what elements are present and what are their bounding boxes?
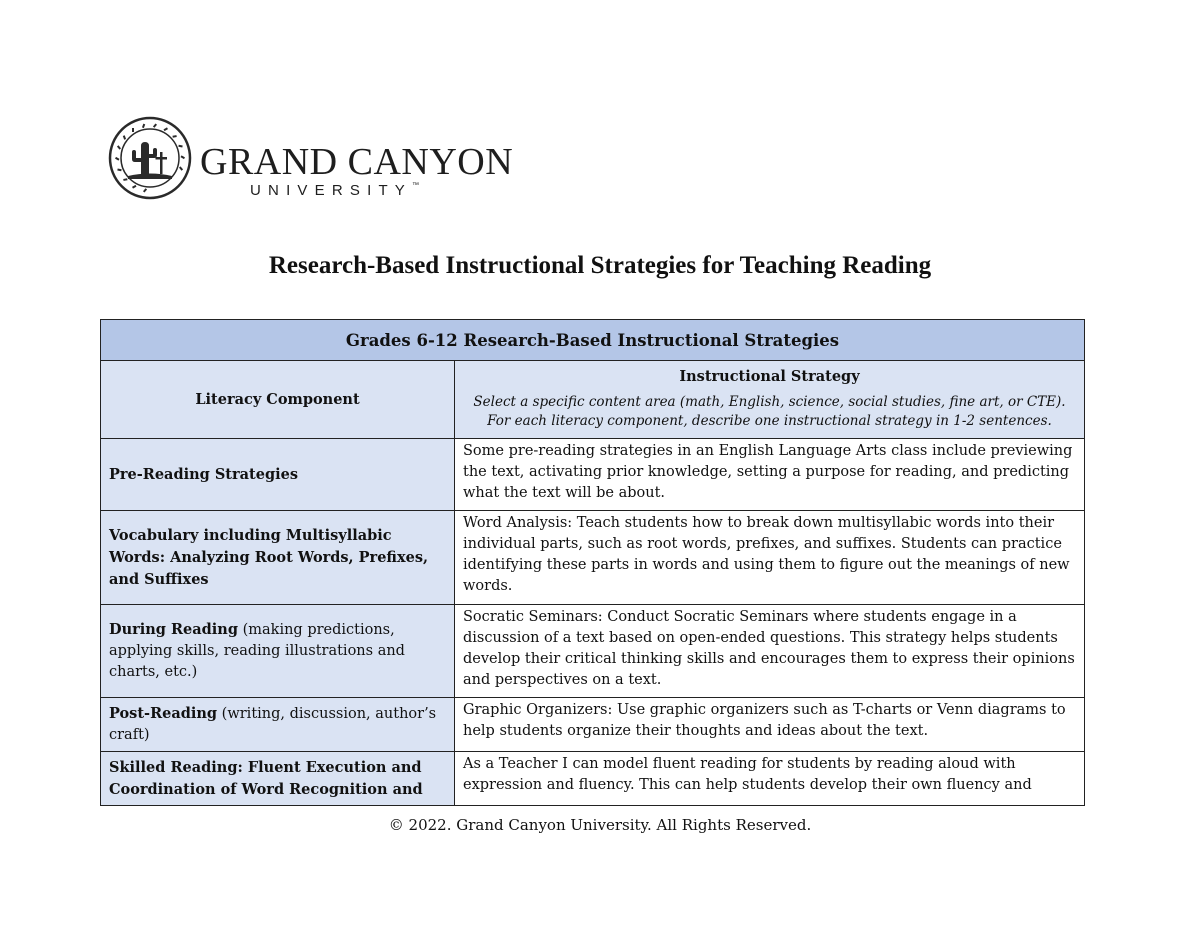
university-seal-icon: [108, 116, 192, 200]
copyright-footer: © 2022. Grand Canyon University. All Rights Reserved.: [388, 816, 812, 834]
table-row: [101, 605, 1085, 698]
component-detail: (making predictions, applying skills, reading illustrations and charts, etc.): [109, 622, 405, 680]
column-header-strategy-note: Select a specific content area (math, English, science, social studies, fine art, or CTE). For each literacy component, describe one instructional strategy in 1-2 sentences.: [473, 394, 1066, 429]
strategy-cell[interactable]: Graphic Organizers: Use graphic organizers such as T-charts or Venn diagrams to help students organize their thoughts and ideas about the text.: [455, 698, 1085, 752]
table-row: [101, 439, 1085, 511]
component-label: Vocabulary including Multisyllabic Words: Analyzing Root Words, Prefixes, and Suffixes: [109, 526, 429, 588]
university-logo: [108, 116, 514, 202]
university-subtitle: [250, 182, 513, 199]
component-label: Post-Reading: [109, 705, 218, 722]
component-cell: [101, 439, 455, 511]
component-detail: (writing, discussion, author’s craft): [109, 706, 437, 743]
university-wordmark: [200, 142, 513, 199]
component-cell: [101, 752, 455, 806]
strategies-table: [100, 319, 1085, 806]
table-row: [101, 511, 1085, 605]
strategy-cell[interactable]: Word Analysis: Teach students how to break down multisyllabic words into their individual parts, such as root words, prefixes, and suffixes. Students can practice identifying these parts in words and using them to figure out the meanings of new words.: [455, 511, 1085, 605]
component-label: Pre-Reading Strategies: [109, 465, 298, 483]
column-header-component: Literacy Component: [101, 361, 455, 439]
table-row: [101, 752, 1085, 806]
column-header-strategy-title: Instructional Strategy: [679, 368, 860, 385]
component-label: Skilled Reading: Fluent Execution and Coordination of Word Recognition and: [109, 758, 423, 798]
column-header-row: [101, 361, 1085, 439]
table-header: Grades 6-12 Research-Based Instructional Strategies: [101, 320, 1085, 361]
table-header-row: [101, 320, 1085, 361]
trademark-mark: ™: [412, 182, 420, 189]
component-cell: [101, 698, 455, 752]
university-name: GRAND CANYON: [200, 141, 514, 183]
component-cell: [101, 605, 455, 698]
strategy-cell[interactable]: Socratic Seminars: Conduct Socratic Seminars where students engage in a discussion of a text based on open-ended questions. This strategy helps students develop their critical thinking skills and encourages them to express their opinions and perspectives on a text.: [455, 605, 1085, 698]
strategy-cell[interactable]: As a Teacher I can model fluent reading for students by reading aloud with expression and fluency. This can help students develop their own fluency and: [455, 752, 1085, 806]
component-cell: [101, 511, 455, 605]
column-header-strategy: [455, 361, 1085, 439]
university-subtitle-text: UNIVERSITY: [250, 182, 413, 199]
component-label: During Reading: [109, 621, 238, 638]
table-row: [101, 698, 1085, 752]
strategy-cell[interactable]: Some pre-reading strategies in an English Language Arts class include previewing the text, activating prior knowledge, setting a purpose for reading, and predicting what the text will be about.: [455, 439, 1085, 511]
document-title: Research-Based Instructional Strategies for Teaching Reading: [268, 252, 932, 279]
